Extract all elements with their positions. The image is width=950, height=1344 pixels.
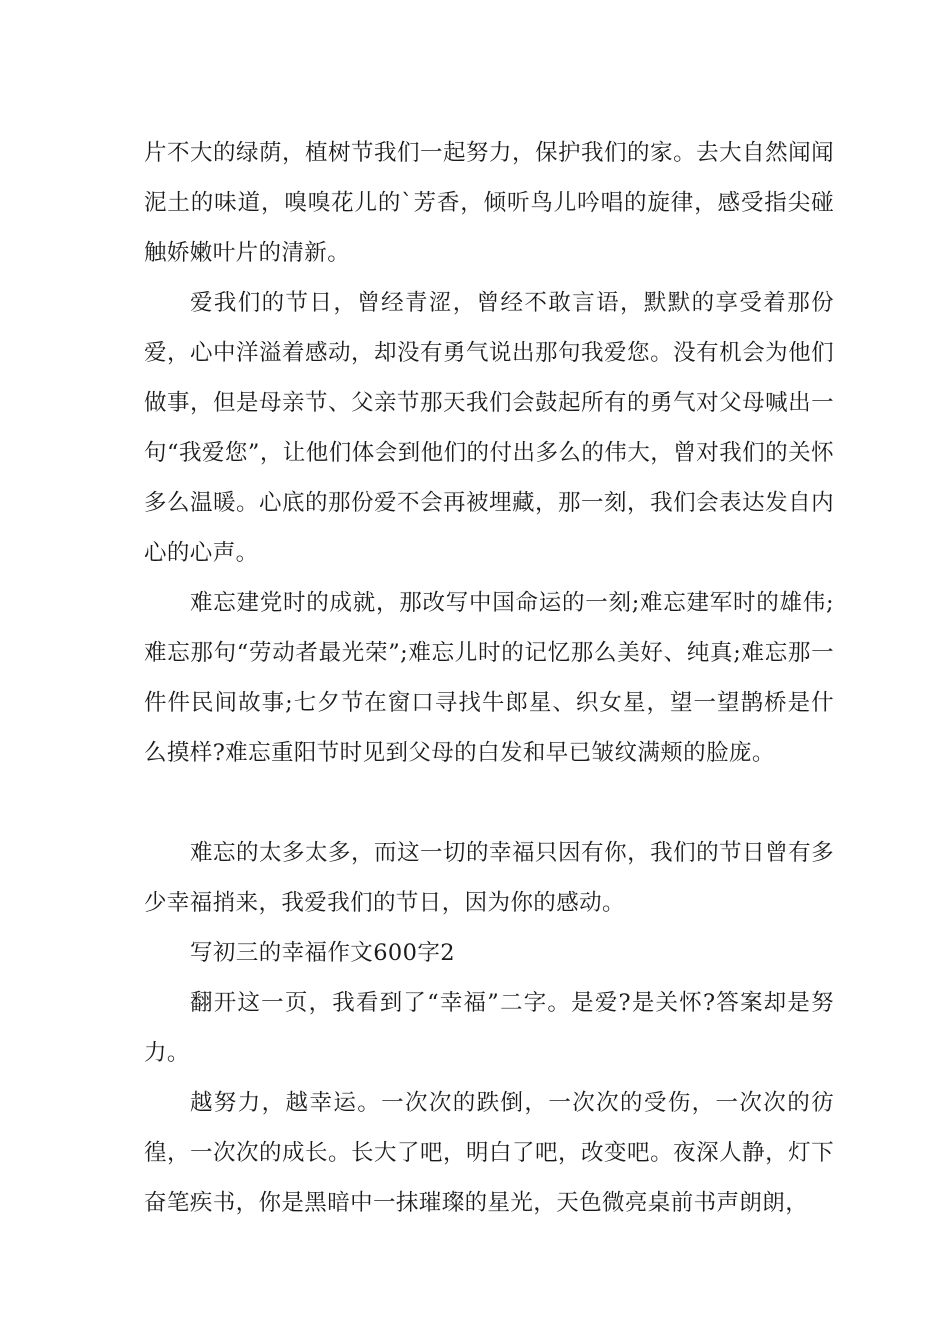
paragraph-effort: 越努力，越幸运。一次次的跌倒，一次次的受伤，一次次的彷徨，一次次的成长。长大了吧，明白了吧，改变吧。夜深人静，灯下奋笔疾书，你是黑暗中一抹璀璨的星光，天色微亮桌前书声朗朗， [144,1090,834,1216]
paragraph-unforgettable: 难忘建党时的成就，那改写中国命运的一刻;难忘建军时的雄伟;难忘那句“劳动者最光荣”;难忘儿时的记忆那么美好、纯真;难忘那一件件民间故事;七夕节在窗口寻找牛郎星、织女星，望一望鹊桥是什么摸样?难忘重阳节时见到父母的白发和早已皱纹满颊的脸庞。 [144,590,834,766]
paragraph-love-festivals: 爱我们的节日，曾经青涩，曾经不敢言语，默默的享受着那份爱，心中洋溢着感动，却没有勇气说出那句我爱您。没有机会为他们做事，但是母亲节、父亲节那天我们会鼓起所有的勇气对父母喊出一句“我爱您”，让他们体会到他们的付出多么的伟大，曾对我们的关怀多么温暖。心底的那份爱不会再被埋藏，那一刻，我们会表达发自内心的心声。 [144,290,834,566]
paragraph-gap [144,778,834,828]
paragraph-happiness: 难忘的太多太多，而这一切的幸福只因有你，我们的节日曾有多少幸福捎来，我爱我们的节日，因为你的感动。 [144,840,834,916]
paragraph-turn-page: 翻开这一页，我看到了“幸福”二字。是爱?是关怀?答案却是努力。 [144,990,834,1066]
document-body [144,128,834,1228]
section-title: 写初三的幸福作文600字2 [190,940,455,966]
paragraph-greenery: 片不大的绿荫，植树节我们一起努力，保护我们的家。去大自然闻闻泥土的味道，嗅嗅花儿的`芳香，倾听鸟儿吟唱的旋律，感受指尖碰触娇嫩叶片的清新。 [144,140,834,266]
